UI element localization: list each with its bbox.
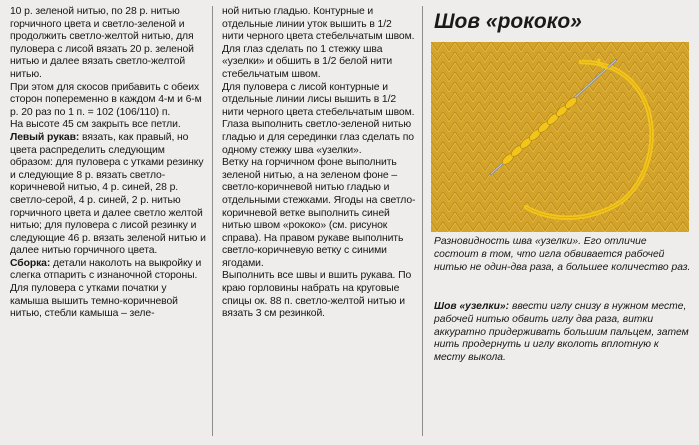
paragraph-ducks-contours: ной нитью гладью. Контурные и отдельные линии уток вышить в 1/2 нити черного цвета стебельчатым швом. Для глаз сделать по 1 стежку шва «узелки» и обшить в 1/2 белой нити стебельчатым швом. xyxy=(222,6,415,80)
knot-stitch-instructions xyxy=(434,301,692,365)
paragraph-assembly xyxy=(10,258,206,283)
column-divider-2 xyxy=(422,6,423,436)
paragraph-left-sleeve xyxy=(10,132,206,258)
text-column-middle xyxy=(222,6,416,321)
knot-stitch-text: ввести иглу снизу в нужном месте, рабочей нитью обвить иглу два раза, витки аккуратно придерживать большим пальцем, затем нить продернуть и иглу вколоть вплотную к месту выкола. xyxy=(434,301,689,364)
paragraph-ducks-embroidery: Для пуловера с утками початки у камыша вышить темно-коричневой нитью, стебли камыша – зеле- xyxy=(10,283,178,320)
paragraph-finishing: Выполнить все швы и вшить рукава. По краю горловины набрать на круговые спицы ок. 88 п. светло-желтой нитью и вязать 3 см резинкой. xyxy=(222,270,412,320)
knot-stitch-label: Шов «узелки»: xyxy=(434,301,510,312)
paragraph-increases: При этом для скосов прибавить с обеих сторон попеременно в каждом 4-м и 6-м р. 20 раз по 1 п. = 102 (106/110) п. xyxy=(10,81,202,118)
text-column-left xyxy=(10,6,206,321)
paragraph-front-colors: 10 р. зеленой нитью, по 28 р. нитью горчичного цвета и светло-зеленой и продолжить светло-желтой нитью, для пуловера с лисой вязать 20 р. зеленой нитью и далее вязать светло-желтой нитью. xyxy=(10,6,194,80)
assembly-text: детали наколоть на выкройку и слегка отпарить с изнаночной стороны. xyxy=(10,257,202,282)
column-divider-1 xyxy=(212,6,213,436)
paragraph-fox-embroidery: Для пуловера с лисой контурные и отдельные линии лисы вышить в 1/2 нити черного цвета стебельчатым швом. Глаза выполнить светло-зеленой нитью гладью и для серединки глаз сделать по одному стежку шва «узелки». xyxy=(222,81,415,156)
left-sleeve-text: вязать, как правый, но цвета распределить следующим образом: для пуловера с утками резинку и следующие 8 р. вязать светло-коричневой нитью, 4 р. синей, 28 р. светло-серой, 4 р. синей, 2 р. нитью горчичного цвета и далее светло желтой нитью; для пуловера с лисой резинку и следующие 46 р. вязать зеленой нитью и далее нитью горчичного цвета. xyxy=(10,131,206,257)
paragraph-bind-off: На высоте 45 см закрыть все петли. xyxy=(10,119,181,131)
stitch-drawing xyxy=(431,42,689,232)
paragraph-branch-berries: Ветку на горчичном фоне выполнить зеленой нитью, а на зеленом фоне – светло-коричневой нитью гладью и отдельными стежками. Ягоды на светло-коричневой ветке выполнить синей нитью швом «рококо» (см. рисунок справа). На правом рукаве выполнить светло-коричневую ветку с синими ягодами. xyxy=(222,157,416,269)
left-sleeve-heading: Левый рукав: xyxy=(10,131,80,143)
rococo-stitch-illustration xyxy=(431,42,689,232)
assembly-heading: Сборка: xyxy=(10,257,51,269)
illustration-caption: Разновидность шва «узелки». Его отличие состоит в том, что игла обвивается рабочей нитью не один-два раза, а большее количество раз. xyxy=(434,236,691,273)
stitch-title: Шов «рококо» xyxy=(434,10,582,33)
